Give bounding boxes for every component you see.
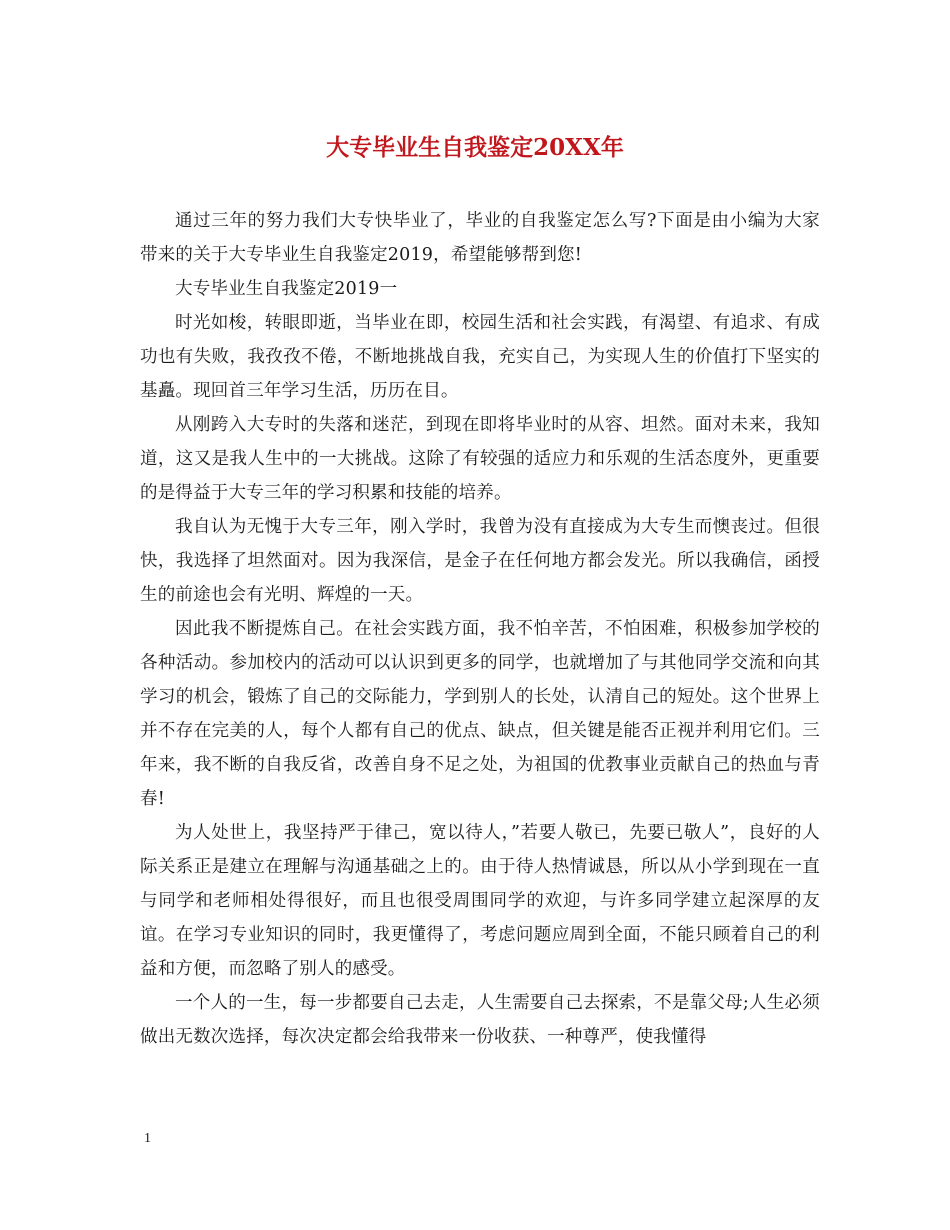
- paragraph-intro: 通过三年的努力我们大专快毕业了，毕业的自我鉴定怎么写?下面是由小编为大家带来的关于大专毕业生自我鉴定2019，希望能够帮到您!: [140, 211, 820, 265]
- paragraph: 因此我不断提炼自己。在社会实践方面，我不怕辛苦，不怕困难，积极参加学校的各种活动。参加校内的活动可以认识到更多的同学，也就增加了与其他同学交流和向其学习的机会，锻炼了自己的交际能力，学到别人的长处，认清自己的短处。这个世界上并不存在完美的人，每个人都有自己的优点、缺点，但关键是能否正视并利用它们。三年来，我不断的自我反省，改善自身不足之处，为祖国的优教事业贡献自己的热血与青春!: [140, 619, 820, 809]
- paragraph: 时光如梭，转眼即逝，当毕业在即，校园生活和社会实践，有渴望、有追求、有成功也有失败，我孜孜不倦，不断地挑战自我，充实自己，为实现人生的价值打下坚实的基矗。现回首三年学习生活，历历在目。: [140, 313, 820, 401]
- paragraph: 为人处世上，我坚持严于律己，宽以待人，”若要人敬已，先要已敬人”，良好的人际关系正是建立在理解与沟通基础之上的。由于待人热情诚恳，所以从小学到现在一直与同学和老师相处得很好，而且也很受周围同学的欢迎，与许多同学建立起深厚的友谊。在学习专业知识的同时，我更懂得了，考虑问题应周到全面，不能只顾着自己的利益和方便，而忽略了别人的感受。: [140, 823, 820, 979]
- paragraph: 一个人的一生，每一步都要自己去走，人生需要自己去探索，不是靠父母;人生必须做出无数次选择，每次决定都会给我带来一份收获、一种尊严，使我懂得: [140, 993, 820, 1047]
- document-body: [140, 204, 820, 1054]
- paragraph: 我自认为无愧于大专三年，刚入学时，我曾为没有直接成为大专生而懊丧过。但很快，我选择了坦然面对。因为我深信，是金子在任何地方都会发光。所以我确信，函授生的前途也会有光明、辉煌的一天。: [140, 517, 820, 605]
- page-number: 1: [144, 1131, 151, 1146]
- paragraph: 从刚跨入大专时的失落和迷茫，到现在即将毕业时的从容、坦然。面对未来，我知道，这又是我人生中的一大挑战。这除了有较强的适应力和乐观的生活态度外，更重要的是得益于大专三年的学习积累和技能的培养。: [140, 415, 820, 503]
- page-title: 大专毕业生自我鉴定20XX年: [326, 134, 624, 161]
- section-heading: 大专毕业生自我鉴定2019一: [175, 279, 398, 299]
